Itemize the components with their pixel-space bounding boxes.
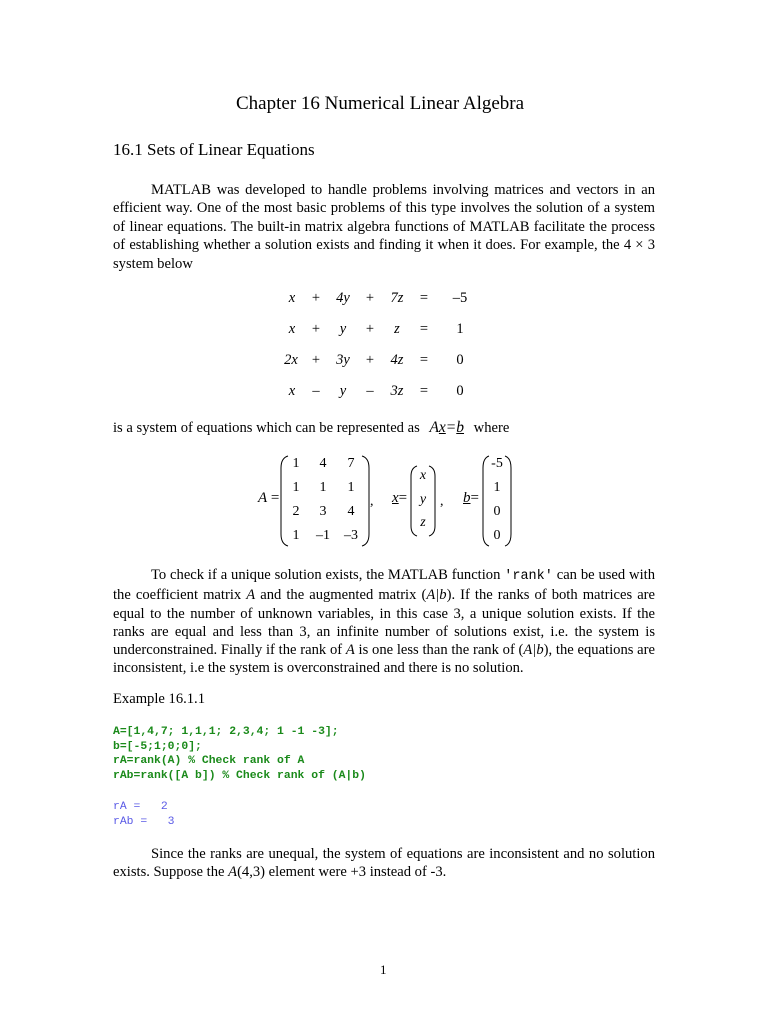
matrix-a-cell: 4: [319, 456, 327, 471]
matrix-a-cell: 1: [292, 528, 300, 543]
code-line: b=[-5;1;0;0];: [113, 740, 202, 753]
chapter-title: Chapter 16 Numerical Linear Algebra: [236, 93, 525, 114]
vector-x-cell: x: [419, 468, 427, 483]
output-line: rA = 2: [113, 801, 168, 813]
eq-op: +: [365, 352, 375, 368]
eq-op: –: [312, 383, 320, 399]
eq-term: y: [339, 383, 347, 399]
eq-term: 3y: [336, 352, 350, 368]
eq-equals: =: [419, 290, 429, 306]
eq-rhs: 1: [456, 321, 464, 337]
separator-comma: ,: [370, 494, 374, 509]
matrix-a-cell: 7: [347, 456, 355, 471]
matrix-a-cell: –3: [344, 528, 358, 543]
system-expression: Ax=b: [429, 419, 465, 436]
eq-op: +: [311, 321, 321, 337]
eq-term: 7z: [390, 290, 404, 306]
vector-b-cell: -5: [491, 456, 503, 471]
matrix-a-cell: 1: [292, 456, 300, 471]
system-representation-line: [113, 419, 509, 437]
eq-equals: =: [419, 352, 429, 368]
vector-x-cell: y: [419, 492, 427, 507]
page-number: 1: [380, 962, 387, 977]
matrix-a-cell: 1: [292, 480, 300, 495]
vector-b-cell: 1: [493, 480, 501, 495]
system-text: is a system of equations which can be represented as: [113, 420, 420, 436]
intro-paragraph: MATLAB was developed to handle problems involving matrices and vectors in an efficient way. One of the most basic problems of this type involves the solution of a system of linear equations. The built-in matrix algebra functions of MATLAB facilitate the process of establishing whether a solution exists and finding it when it does. For example, the 4 × 3 system below: [113, 182, 655, 272]
system-where: where: [473, 420, 510, 436]
separator-comma: ,: [440, 494, 444, 509]
code-line: rA=rank(A) % Check rank of A: [113, 755, 305, 768]
matrix-a-cell: –1: [316, 528, 330, 543]
eq-term: 4z: [390, 352, 404, 368]
eq-term: x: [288, 321, 296, 337]
eq-term: z: [394, 321, 400, 337]
output-line: rAb = 3: [113, 815, 175, 828]
eq-term: x: [288, 290, 296, 306]
vector-b-label: b=: [463, 490, 479, 506]
example-label: Example 16.1.1: [113, 691, 206, 707]
eq-term: 3z: [390, 383, 404, 399]
eq-equals: =: [419, 321, 429, 337]
output-block: [113, 800, 175, 829]
matrix-a-cell: 1: [347, 480, 355, 495]
eq-rhs: –5: [452, 290, 468, 306]
rank-function: 'rank': [504, 569, 553, 584]
matrix-a-label: A =: [258, 490, 280, 506]
eq-term: y: [339, 321, 347, 337]
eq-rhs: 0: [456, 383, 464, 399]
matrix-a-cell: 2: [292, 504, 300, 519]
eq-op: –: [366, 383, 374, 399]
code-block: [113, 725, 366, 783]
vector-b-cell: 0: [493, 528, 501, 543]
rank-paragraph: To check if a unique solution exists, the MATLAB function 'rank' can be used with the coefficient matrix A and the augmented matrix (A|b). If the ranks of both matrices are equal to the number of unknown variables, in this case 3, a unique solution exists. If the ranks are equal and less than 3, an infinite number of solutions exist, i.e. the system is underconstrained. Finally if the rank of A is one less than the rank of (A|b), the equations are inconsistent, i.e the system is overconstrained and there is no solution.: [113, 567, 656, 677]
closing-paragraph: Since the ranks are unequal, the system of equations are inconsistent and no solution exists. Suppose the A(4,3) element were +3 instead of -3.: [113, 846, 655, 881]
eq-op: +: [365, 321, 375, 337]
eq-equals: =: [419, 383, 429, 399]
eq-term: 4y: [336, 290, 350, 306]
code-line: rAb=rank([A b]) % Check rank of (A|b): [113, 769, 366, 782]
vector-x-label: x=: [392, 490, 408, 506]
matrix-a-cell: 1: [319, 480, 327, 495]
matrix-a: [282, 456, 372, 548]
eq-op: +: [311, 352, 321, 368]
code-line: A=[1,4,7; 1,1,1; 2,3,4; 1 -1 -3];: [113, 726, 339, 738]
vector-x: [411, 468, 435, 538]
eq-op: +: [365, 290, 375, 306]
eq-op: +: [311, 290, 321, 306]
eq-rhs: 0: [456, 352, 464, 368]
vector-b: [485, 456, 509, 548]
eq-term: 2x: [284, 352, 298, 368]
vector-x-cell: z: [420, 515, 426, 530]
section-title: 16.1 Sets of Linear Equations: [113, 140, 315, 159]
eq-term: x: [288, 383, 296, 399]
matrix-a-cell: 4: [347, 504, 355, 519]
matrix-a-cell: 3: [319, 504, 327, 519]
vector-b-cell: 0: [493, 504, 501, 519]
